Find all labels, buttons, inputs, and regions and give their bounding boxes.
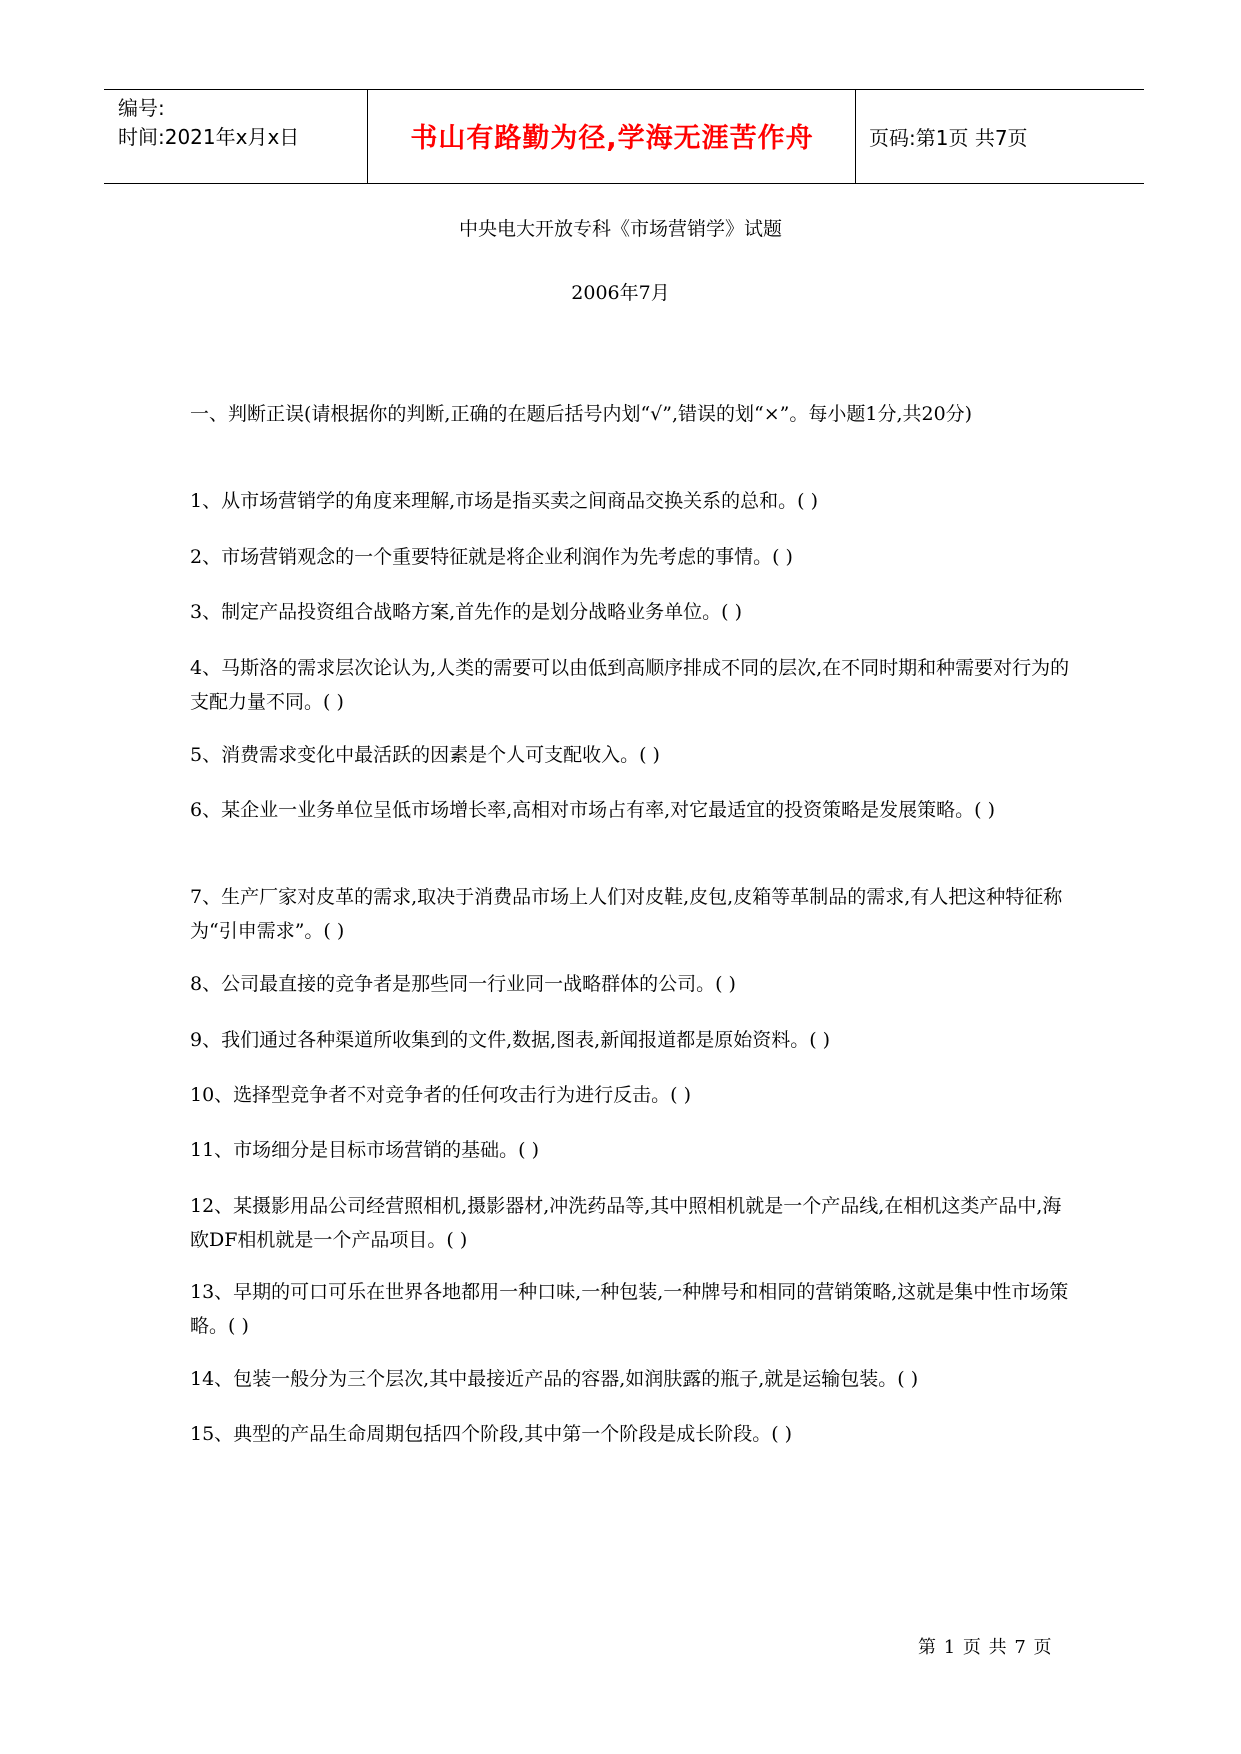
page-header [104, 89, 1144, 184]
document-title: 中央电大开放专科《市场营销学》试题 [458, 218, 782, 240]
question-item: 11、市场细分是目标市场营销的基础。( ) [190, 1139, 540, 1161]
question-item: 15、典型的产品生命周期包括四个阶段,其中第一个阶段是成长阶段。( ) [190, 1423, 793, 1445]
question-item: 10、选择型竞争者不对竞争者的任何攻击行为进行反击。( ) [190, 1084, 692, 1106]
question-item: 5、消费需求变化中最活跃的因素是个人可支配收入。( ) [190, 744, 660, 766]
question-item: 2、市场营销观念的一个重要特征就是将企业利润作为先考虑的事情。( ) [190, 546, 793, 568]
section-heading: 一、判断正误(请根据你的判断,正确的在题后括号内划“√”,错误的划“×”。每小题1分,共20分) [190, 403, 973, 425]
header-divider [855, 90, 856, 183]
page-footer: 第 1 页 共 7 页 [918, 1637, 1053, 1658]
question-item: 6、某企业一业务单位呈低市场增长率,高相对市场占有率,对它最适宜的投资策略是发展策略。( ) [190, 799, 996, 821]
question-item: 9、我们通过各种渠道所收集到的文件,数据,图表,新闻报道都是原始资料。( ) [190, 1029, 831, 1051]
question-item: 4、马斯洛的需求层次论认为,人类的需要可以由低到高顺序排成不同的层次,在不同时期和种需要对行为的支配力量不同。( ) [190, 657, 1070, 713]
header-divider [367, 90, 368, 183]
header-meta [118, 94, 358, 152]
document-date: 2006年7月 [571, 282, 670, 304]
document-number-label: 编号: [118, 96, 165, 120]
question-item: 8、公司最直接的竞争者是那些同一行业同一战略群体的公司。( ) [190, 973, 736, 995]
document-time-label: 时间:2021年x月x日 [118, 125, 300, 149]
question-item: 7、生产厂家对皮革的需求,取决于消费品市场上人们对皮鞋,皮包,皮箱等革制品的需求,有人把这种特征称为“引申需求”。( ) [190, 886, 1063, 942]
question-item: 3、制定产品投资组合战略方案,首先作的是划分战略业务单位。( ) [190, 601, 742, 623]
question-item: 14、包装一般分为三个层次,其中最接近产品的容器,如润肤露的瓶子,就是运输包装。( ) [190, 1368, 919, 1390]
header-page-label: 页码:第1页 共7页 [869, 126, 1028, 150]
question-item: 1、从市场营销学的角度来理解,市场是指买卖之间商品交换关系的总和。( ) [190, 490, 818, 512]
question-item: 12、某摄影用品公司经营照相机,摄影器材,冲洗药品等,其中照相机就是一个产品线,在相机这类产品中,海欧DF相机就是一个产品项目。( ) [190, 1195, 1062, 1251]
question-item: 13、早期的可口可乐在世界各地都用一种口味,一种包装,一种牌号和相同的营销策略,这就是集中性市场策略。( ) [190, 1281, 1069, 1337]
header-motto: 书山有路勤为径,学海无涯苦作舟 [410, 123, 814, 154]
